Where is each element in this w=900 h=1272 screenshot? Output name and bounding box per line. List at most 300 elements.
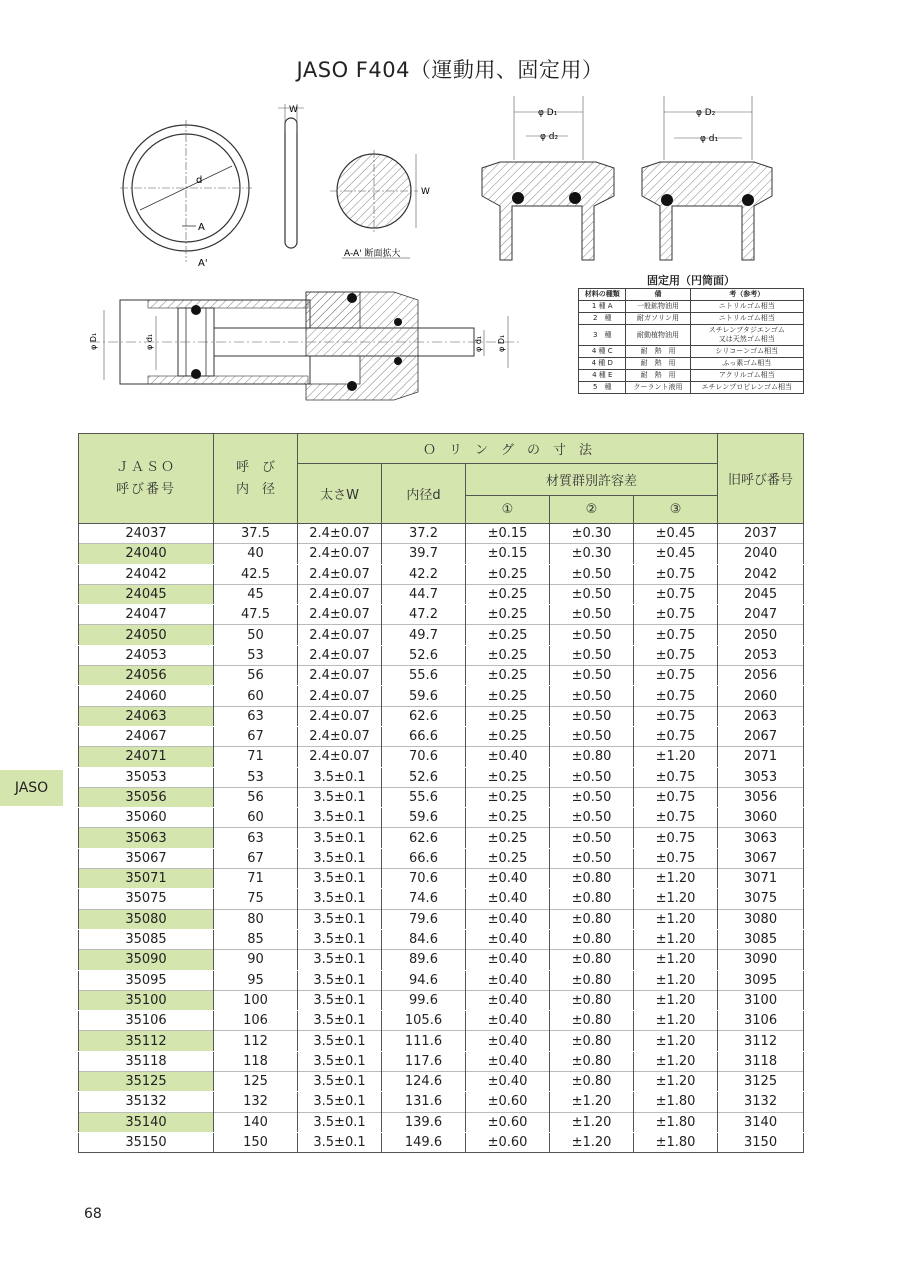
material-cell: 耐ガソリン用 xyxy=(626,313,690,325)
jaso-code: 24063 xyxy=(79,706,214,726)
width: 3.5±0.1 xyxy=(298,909,382,929)
old-code: 3085 xyxy=(718,929,804,949)
tol-2: ±0.80 xyxy=(550,990,634,1010)
inner-d: 37.2 xyxy=(382,524,466,544)
material-cell: 2 種 xyxy=(579,313,626,325)
inner-d: 52.6 xyxy=(382,645,466,665)
table-row xyxy=(79,1011,804,1031)
a-prime-label: A' xyxy=(198,258,208,269)
nominal-id: 85 xyxy=(214,929,298,949)
oring-side-view xyxy=(278,104,304,248)
tol-1: ±0.25 xyxy=(466,645,550,665)
tol-2: ±0.50 xyxy=(550,686,634,706)
d1-right-label: φ d₁ xyxy=(474,335,483,352)
inner-d: 66.6 xyxy=(382,726,466,746)
header-inner: 内径d xyxy=(382,464,466,524)
material-cell: ふっ素ゴム相当 xyxy=(690,358,803,370)
page-number: 68 xyxy=(84,1206,102,1222)
width: 2.4±0.07 xyxy=(298,645,382,665)
table-row xyxy=(79,524,804,544)
old-code: 3118 xyxy=(718,1051,804,1071)
tol-2: ±0.50 xyxy=(550,645,634,665)
width: 3.5±0.1 xyxy=(298,808,382,828)
material-cell: 耐動植物油用 xyxy=(626,325,690,346)
inner-d: 59.6 xyxy=(382,686,466,706)
tol-1: ±0.15 xyxy=(466,524,550,544)
material-cell: 4 種 C xyxy=(579,346,626,358)
tol-1: ±0.40 xyxy=(466,950,550,970)
old-code: 3056 xyxy=(718,787,804,807)
inner-d: 52.6 xyxy=(382,767,466,787)
inner-d: 94.6 xyxy=(382,970,466,990)
material-cell: エチレンプロピレンゴム相当 xyxy=(690,382,803,394)
nominal-id: 100 xyxy=(214,990,298,1010)
header-oring: Ｏ リ ン グ の 寸 法 xyxy=(298,434,718,464)
inner-d: 66.6 xyxy=(382,848,466,868)
jaso-code: 35063 xyxy=(79,828,214,848)
tol-2: ±0.80 xyxy=(550,889,634,909)
tol-3: ±0.75 xyxy=(634,625,718,645)
groove-diagram-left xyxy=(482,96,614,260)
tol-2: ±0.50 xyxy=(550,564,634,584)
table-row xyxy=(79,747,804,767)
tol-2: ±0.80 xyxy=(550,1011,634,1031)
tol-2: ±0.30 xyxy=(550,524,634,544)
material-row xyxy=(579,313,804,325)
width: 2.4±0.07 xyxy=(298,584,382,604)
width: 3.5±0.1 xyxy=(298,970,382,990)
table-row xyxy=(79,828,804,848)
old-code: 2067 xyxy=(718,726,804,746)
material-row xyxy=(579,346,804,358)
old-code: 3150 xyxy=(718,1132,804,1152)
nominal-id: 95 xyxy=(214,970,298,990)
nominal-id: 71 xyxy=(214,747,298,767)
tol-1: ±0.40 xyxy=(466,909,550,929)
old-code: 3067 xyxy=(718,848,804,868)
width: 3.5±0.1 xyxy=(298,1112,382,1132)
mat-header-note1: 備 xyxy=(626,289,690,301)
tol-3: ±0.75 xyxy=(634,686,718,706)
nominal-id: 53 xyxy=(214,645,298,665)
old-code: 2040 xyxy=(718,544,804,564)
tol-2: ±0.50 xyxy=(550,848,634,868)
table-row xyxy=(79,605,804,625)
tol-2: ±0.50 xyxy=(550,787,634,807)
jaso-code: 35090 xyxy=(79,950,214,970)
table-row xyxy=(79,929,804,949)
tol-1: ±0.60 xyxy=(466,1092,550,1112)
old-code: 3053 xyxy=(718,767,804,787)
header-tolerance: 材質群別許容差 xyxy=(466,464,718,496)
table-row xyxy=(79,564,804,584)
tol-2: ±1.20 xyxy=(550,1092,634,1112)
width: 3.5±0.1 xyxy=(298,950,382,970)
cylinder-assembly xyxy=(90,292,520,400)
width: 3.5±0.1 xyxy=(298,1132,382,1152)
table-row xyxy=(79,889,804,909)
table-row xyxy=(79,787,804,807)
jaso-code: 24067 xyxy=(79,726,214,746)
nominal-id: 60 xyxy=(214,686,298,706)
tol-3: ±0.75 xyxy=(634,767,718,787)
inner-d: 44.7 xyxy=(382,584,466,604)
table-row xyxy=(79,1092,804,1112)
table-row xyxy=(79,970,804,990)
tol-3: ±1.20 xyxy=(634,1011,718,1031)
width: 3.5±0.1 xyxy=(298,1031,382,1051)
tol-3: ±1.20 xyxy=(634,747,718,767)
jaso-code: 24056 xyxy=(79,666,214,686)
old-code: 2050 xyxy=(718,625,804,645)
oring-front-view xyxy=(120,120,252,262)
tol-1: ±0.25 xyxy=(466,564,550,584)
tol-3: ±1.80 xyxy=(634,1132,718,1152)
jaso-code: 35067 xyxy=(79,848,214,868)
inner-d: 131.6 xyxy=(382,1092,466,1112)
inner-d: 124.6 xyxy=(382,1072,466,1092)
tol-3: ±1.80 xyxy=(634,1092,718,1112)
tol-3: ±1.20 xyxy=(634,869,718,889)
nominal-id: 56 xyxy=(214,787,298,807)
tol-2: ±0.80 xyxy=(550,1031,634,1051)
d2-top-label: φ d₂ xyxy=(540,132,559,142)
inner-d: 70.6 xyxy=(382,869,466,889)
D1-right-label: φ D₁ xyxy=(497,334,506,352)
a-label: A xyxy=(198,222,205,233)
nominal-id: 53 xyxy=(214,767,298,787)
tol-3: ±1.20 xyxy=(634,889,718,909)
tol-3: ±0.75 xyxy=(634,828,718,848)
nominal-id: 90 xyxy=(214,950,298,970)
nominal-id: 67 xyxy=(214,848,298,868)
tol-2: ±0.80 xyxy=(550,1051,634,1071)
old-code: 3060 xyxy=(718,808,804,828)
tol-1: ±0.25 xyxy=(466,808,550,828)
nominal-id: 150 xyxy=(214,1132,298,1152)
tol-3: ±0.75 xyxy=(634,605,718,625)
tol-1: ±0.25 xyxy=(466,706,550,726)
inner-d: 49.7 xyxy=(382,625,466,645)
jaso-code: 35112 xyxy=(79,1031,214,1051)
tol-3: ±1.20 xyxy=(634,1051,718,1071)
tol-2: ±1.20 xyxy=(550,1112,634,1132)
jaso-code: 35125 xyxy=(79,1072,214,1092)
tol-2: ±0.50 xyxy=(550,828,634,848)
old-code: 3095 xyxy=(718,970,804,990)
page-title: JASO F404（運動用、固定用） xyxy=(296,58,604,82)
materials-caption: 固定用（円筒面） xyxy=(647,274,735,287)
nominal-id: 80 xyxy=(214,909,298,929)
tol-2: ±0.80 xyxy=(550,747,634,767)
jaso-code: 35095 xyxy=(79,970,214,990)
nominal-id: 56 xyxy=(214,666,298,686)
nominal-id: 47.5 xyxy=(214,605,298,625)
width: 2.4±0.07 xyxy=(298,666,382,686)
tol-3: ±0.45 xyxy=(634,524,718,544)
width: 3.5±0.1 xyxy=(298,1072,382,1092)
width: 2.4±0.07 xyxy=(298,706,382,726)
tol-3: ±0.75 xyxy=(634,584,718,604)
table-row xyxy=(79,909,804,929)
old-code: 2063 xyxy=(718,706,804,726)
jaso-code: 24053 xyxy=(79,645,214,665)
jaso-code: 35056 xyxy=(79,787,214,807)
material-cell: 一般鉱物油用 xyxy=(626,301,690,313)
jaso-code: 35080 xyxy=(79,909,214,929)
d-label: d xyxy=(196,175,203,186)
tol-1: ±0.40 xyxy=(466,1011,550,1031)
materials-table xyxy=(578,288,804,394)
tol-2: ±0.50 xyxy=(550,706,634,726)
tol-1: ±0.40 xyxy=(466,869,550,889)
nominal-id: 75 xyxy=(214,889,298,909)
width: 3.5±0.1 xyxy=(298,848,382,868)
tol-1: ±0.25 xyxy=(466,787,550,807)
tol-2: ±0.50 xyxy=(550,584,634,604)
d1-side-label: φ d₁ xyxy=(145,333,154,350)
header-t2: ② xyxy=(550,496,634,524)
nominal-id: 71 xyxy=(214,869,298,889)
material-cell: クーラント液用 xyxy=(626,382,690,394)
inner-d: 89.6 xyxy=(382,950,466,970)
tol-1: ±0.40 xyxy=(466,1031,550,1051)
nominal-id: 63 xyxy=(214,706,298,726)
inner-d: 79.6 xyxy=(382,909,466,929)
material-cell: スチレンブタジエンゴム 又は天然ゴム相当 xyxy=(690,325,803,346)
table-row xyxy=(79,1132,804,1152)
width: 2.4±0.07 xyxy=(298,524,382,544)
tol-3: ±0.75 xyxy=(634,666,718,686)
nominal-id: 112 xyxy=(214,1031,298,1051)
header-jaso: ＪＡＳＯ 呼び番号 xyxy=(79,434,214,524)
d1-top-label: φ d₁ xyxy=(700,134,719,144)
jaso-code: 24042 xyxy=(79,564,214,584)
material-row xyxy=(579,325,804,346)
material-row xyxy=(579,301,804,313)
tol-3: ±0.75 xyxy=(634,564,718,584)
old-code: 3100 xyxy=(718,990,804,1010)
mat-header-type: 材料の種類 xyxy=(579,289,626,301)
width: 3.5±0.1 xyxy=(298,990,382,1010)
nominal-id: 37.5 xyxy=(214,524,298,544)
width: 2.4±0.07 xyxy=(298,544,382,564)
table-row xyxy=(79,1072,804,1092)
old-code: 2053 xyxy=(718,645,804,665)
table-row xyxy=(79,869,804,889)
tol-3: ±0.75 xyxy=(634,706,718,726)
old-code: 3106 xyxy=(718,1011,804,1031)
jaso-code: 35118 xyxy=(79,1051,214,1071)
inner-d: 62.6 xyxy=(382,828,466,848)
dimensions-table xyxy=(78,433,804,1153)
old-code: 2056 xyxy=(718,666,804,686)
old-code: 2045 xyxy=(718,584,804,604)
tol-1: ±0.40 xyxy=(466,970,550,990)
table-row xyxy=(79,686,804,706)
tol-1: ±0.25 xyxy=(466,666,550,686)
tol-1: ±0.40 xyxy=(466,990,550,1010)
material-row xyxy=(579,370,804,382)
tol-3: ±1.20 xyxy=(634,1031,718,1051)
material-cell: シリコーンゴム相当 xyxy=(690,346,803,358)
tol-1: ±0.40 xyxy=(466,929,550,949)
tol-3: ±0.75 xyxy=(634,726,718,746)
nominal-id: 50 xyxy=(214,625,298,645)
tol-2: ±0.80 xyxy=(550,970,634,990)
inner-d: 62.6 xyxy=(382,706,466,726)
old-code: 2047 xyxy=(718,605,804,625)
material-cell: 4 種 E xyxy=(579,370,626,382)
table-row xyxy=(79,1112,804,1132)
old-code: 3140 xyxy=(718,1112,804,1132)
old-code: 3080 xyxy=(718,909,804,929)
section-caption: A-A' 断面拡大 xyxy=(344,249,401,259)
tol-3: ±1.20 xyxy=(634,1072,718,1092)
old-code: 3075 xyxy=(718,889,804,909)
header-old: 旧呼び番号 xyxy=(718,434,804,524)
jaso-code: 24047 xyxy=(79,605,214,625)
tol-3: ±0.75 xyxy=(634,808,718,828)
width: 3.5±0.1 xyxy=(298,1051,382,1071)
inner-d: 70.6 xyxy=(382,747,466,767)
tol-1: ±0.25 xyxy=(466,726,550,746)
material-cell: ニトリルゴム相当 xyxy=(690,313,803,325)
table-row xyxy=(79,666,804,686)
nominal-id: 140 xyxy=(214,1112,298,1132)
width: 3.5±0.1 xyxy=(298,1092,382,1112)
inner-d: 47.2 xyxy=(382,605,466,625)
width: 2.4±0.07 xyxy=(298,686,382,706)
material-cell: ニトリルゴム相当 xyxy=(690,301,803,313)
material-row xyxy=(579,358,804,370)
inner-d: 117.6 xyxy=(382,1051,466,1071)
jaso-code: 35150 xyxy=(79,1132,214,1152)
w-label-top: W xyxy=(289,105,298,115)
header-t1: ① xyxy=(466,496,550,524)
D1-top-label: φ D₁ xyxy=(538,108,558,118)
tol-2: ±0.80 xyxy=(550,869,634,889)
groove-diagram-right xyxy=(642,96,772,260)
table-row xyxy=(79,990,804,1010)
tol-2: ±0.50 xyxy=(550,808,634,828)
old-code: 3125 xyxy=(718,1072,804,1092)
table-row xyxy=(79,544,804,564)
tol-1: ±0.40 xyxy=(466,747,550,767)
material-cell: 5 種 xyxy=(579,382,626,394)
jaso-code: 24071 xyxy=(79,747,214,767)
jaso-code: 35060 xyxy=(79,808,214,828)
tol-3: ±0.75 xyxy=(634,848,718,868)
tol-2: ±0.80 xyxy=(550,909,634,929)
old-code: 3071 xyxy=(718,869,804,889)
nominal-id: 40 xyxy=(214,544,298,564)
inner-d: 74.6 xyxy=(382,889,466,909)
jaso-code: 24045 xyxy=(79,584,214,604)
width: 3.5±0.1 xyxy=(298,929,382,949)
tol-2: ±0.80 xyxy=(550,950,634,970)
D1-side-label: φ D₁ xyxy=(89,332,98,350)
inner-d: 39.7 xyxy=(382,544,466,564)
nominal-id: 42.5 xyxy=(214,564,298,584)
tol-1: ±0.60 xyxy=(466,1132,550,1152)
tol-2: ±0.50 xyxy=(550,605,634,625)
inner-d: 111.6 xyxy=(382,1031,466,1051)
inner-d: 149.6 xyxy=(382,1132,466,1152)
table-row xyxy=(79,950,804,970)
table-row xyxy=(79,1051,804,1071)
table-row xyxy=(79,808,804,828)
old-code: 3132 xyxy=(718,1092,804,1112)
tol-1: ±0.60 xyxy=(466,1112,550,1132)
material-row xyxy=(579,382,804,394)
width: 3.5±0.1 xyxy=(298,869,382,889)
tol-1: ±0.40 xyxy=(466,889,550,909)
width: 3.5±0.1 xyxy=(298,1011,382,1031)
tol-2: ±0.50 xyxy=(550,625,634,645)
material-cell: 4 種 D xyxy=(579,358,626,370)
w-label-side: W xyxy=(421,187,430,197)
jaso-code: 35106 xyxy=(79,1011,214,1031)
tol-2: ±0.50 xyxy=(550,726,634,746)
inner-d: 55.6 xyxy=(382,787,466,807)
jaso-code: 24050 xyxy=(79,625,214,645)
tol-1: ±0.25 xyxy=(466,686,550,706)
width: 2.4±0.07 xyxy=(298,605,382,625)
inner-d: 42.2 xyxy=(382,564,466,584)
old-code: 2060 xyxy=(718,686,804,706)
width: 3.5±0.1 xyxy=(298,889,382,909)
tol-1: ±0.25 xyxy=(466,767,550,787)
tol-3: ±1.20 xyxy=(634,970,718,990)
header-width: 太さW xyxy=(298,464,382,524)
tol-1: ±0.40 xyxy=(466,1051,550,1071)
width: 2.4±0.07 xyxy=(298,564,382,584)
jaso-code: 35071 xyxy=(79,869,214,889)
inner-d: 55.6 xyxy=(382,666,466,686)
table-row xyxy=(79,848,804,868)
jaso-code: 24060 xyxy=(79,686,214,706)
material-cell: アクリルゴム相当 xyxy=(690,370,803,382)
jaso-code: 24037 xyxy=(79,524,214,544)
tol-2: ±0.80 xyxy=(550,929,634,949)
tol-3: ±0.45 xyxy=(634,544,718,564)
side-tab-jaso: JASO xyxy=(0,770,63,806)
cross-section-view xyxy=(330,150,418,258)
nominal-id: 63 xyxy=(214,828,298,848)
tol-2: ±0.30 xyxy=(550,544,634,564)
table-row xyxy=(79,706,804,726)
jaso-code: 35140 xyxy=(79,1112,214,1132)
jaso-code: 35075 xyxy=(79,889,214,909)
old-code: 3090 xyxy=(718,950,804,970)
inner-d: 59.6 xyxy=(382,808,466,828)
table-row xyxy=(79,767,804,787)
tol-3: ±1.20 xyxy=(634,990,718,1010)
old-code: 3112 xyxy=(718,1031,804,1051)
nominal-id: 67 xyxy=(214,726,298,746)
tol-1: ±0.25 xyxy=(466,584,550,604)
tol-1: ±0.25 xyxy=(466,828,550,848)
table-row xyxy=(79,625,804,645)
tol-3: ±0.75 xyxy=(634,645,718,665)
nominal-id: 106 xyxy=(214,1011,298,1031)
tol-3: ±1.20 xyxy=(634,950,718,970)
material-cell: 耐 熱 用 xyxy=(626,358,690,370)
tol-2: ±0.50 xyxy=(550,767,634,787)
jaso-code: 35053 xyxy=(79,767,214,787)
nominal-id: 118 xyxy=(214,1051,298,1071)
